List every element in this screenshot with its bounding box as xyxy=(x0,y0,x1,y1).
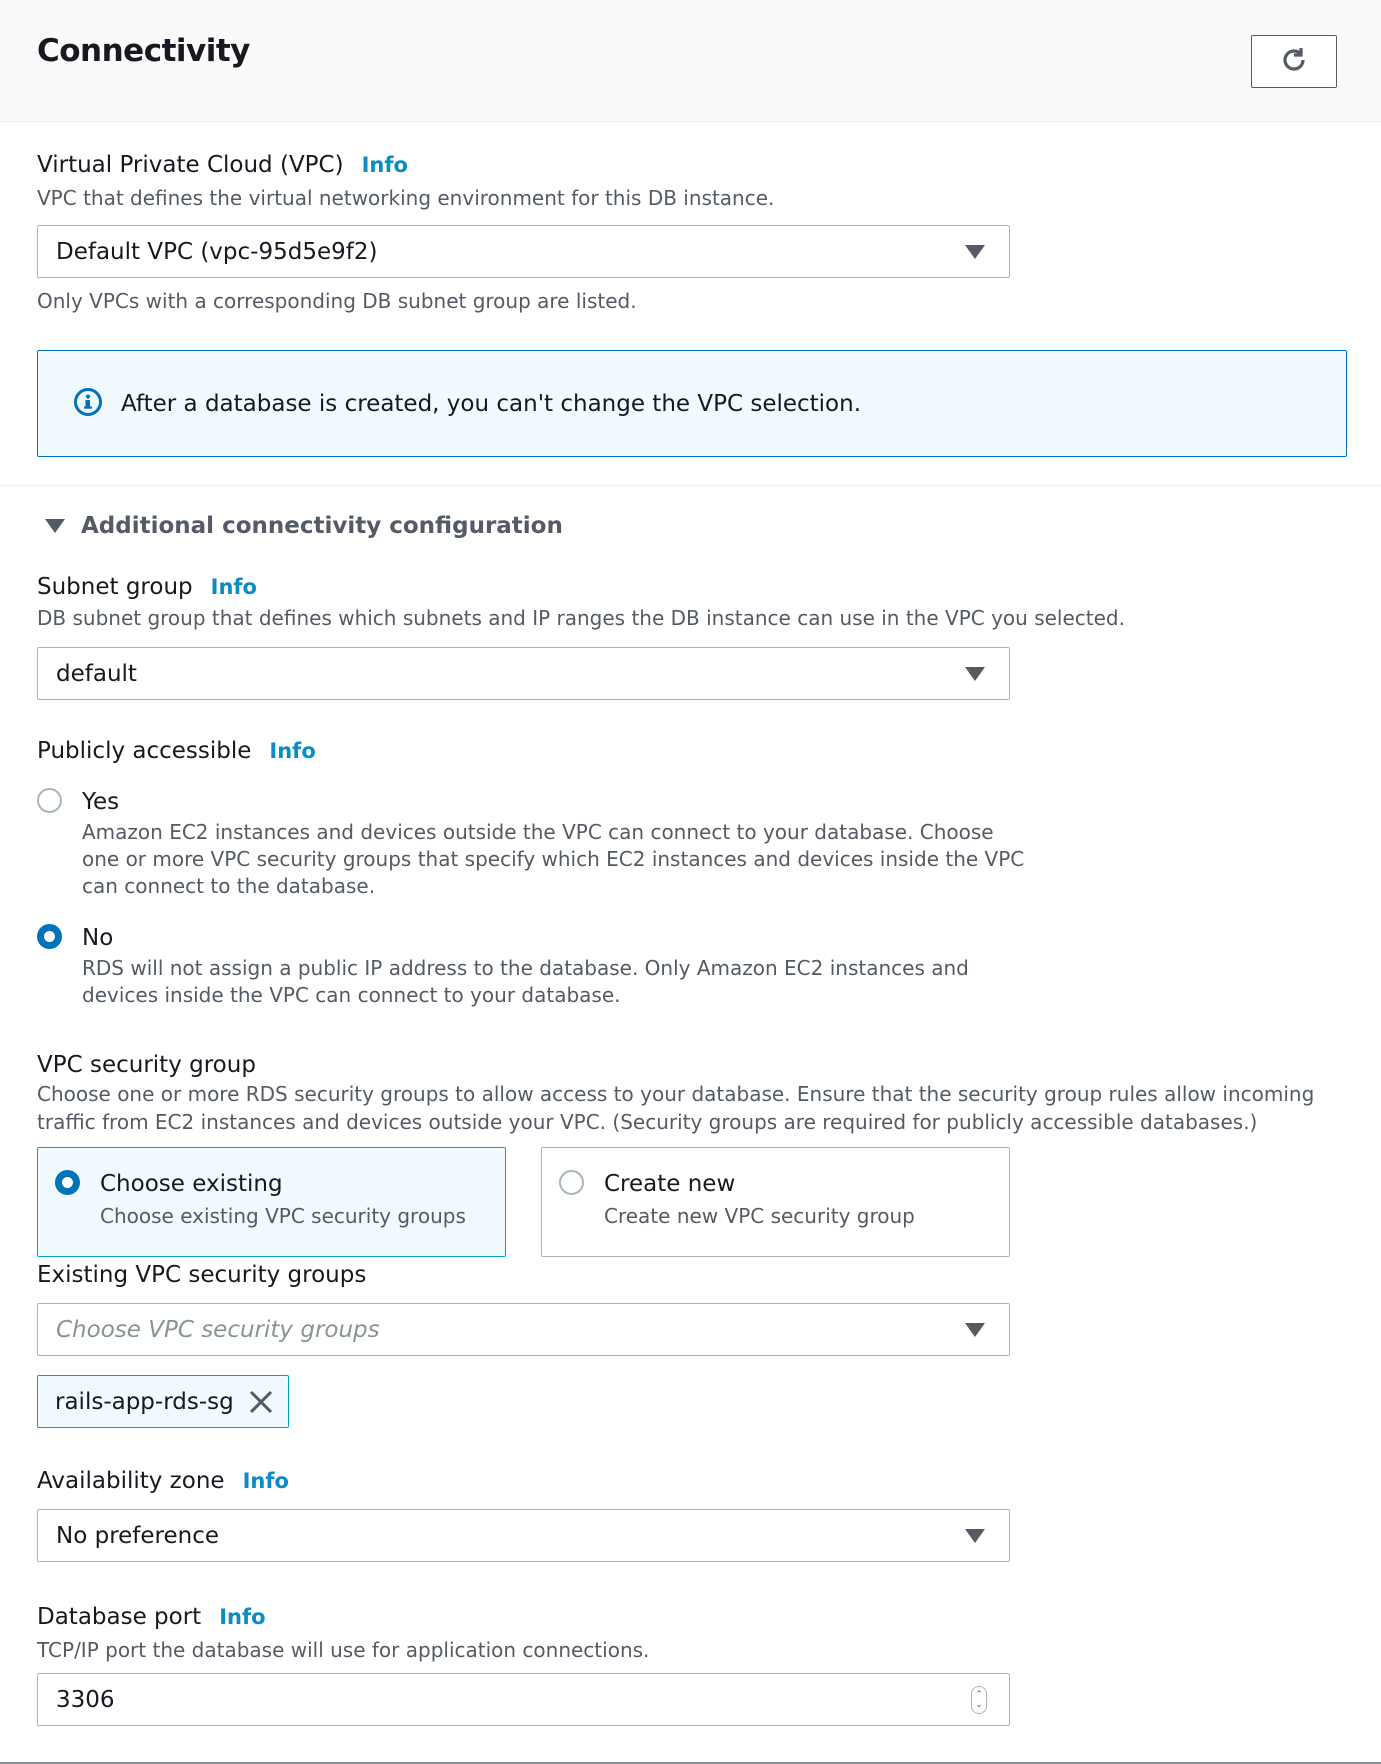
radio-yes-label: Yes xyxy=(82,789,120,815)
section-header xyxy=(0,0,1381,122)
subnet-info-link[interactable]: Info xyxy=(210,575,257,599)
caret-down-icon xyxy=(965,1323,985,1337)
tile-create-new-description: Create new VPC security group xyxy=(604,1204,915,1228)
tile-create-new-title: Create new xyxy=(604,1171,736,1197)
subnet-label: Subnet group xyxy=(37,574,193,600)
az-info-link[interactable]: Info xyxy=(242,1469,289,1493)
public-access-label: Publicly accessible xyxy=(37,738,252,764)
az-field xyxy=(37,1468,289,1494)
alert-text: After a database is created, you can't change the VPC selection. xyxy=(121,390,862,417)
security-group-description: Choose one or more RDS security groups to allow access to your database. Ensure that the security group rules allow incoming traffic from EC2 instances and devices outside your VPC. (Security groups are required for publicly accessible databases.) xyxy=(37,1082,1315,1134)
vpc-select[interactable] xyxy=(37,225,1010,278)
vpc-info-link[interactable]: Info xyxy=(361,153,408,177)
az-selected-value: No preference xyxy=(56,1522,220,1549)
port-description: TCP/IP port the database will use for application connections. xyxy=(37,1638,650,1662)
additional-connectivity-toggle[interactable] xyxy=(45,513,563,539)
token-label: rails-app-rds-sg xyxy=(55,1388,234,1415)
vpc-info-alert xyxy=(37,350,1347,457)
security-group-token xyxy=(37,1375,289,1428)
radio-create-new[interactable] xyxy=(559,1170,584,1195)
close-icon[interactable] xyxy=(248,1389,274,1415)
radio-yes-description: Amazon EC2 instances and devices outside the VPC can connect to your database. Choose one or more VPC security groups that specify which EC2 instances and devices inside the VPC can connect to the database. xyxy=(82,820,1025,898)
radio-yes[interactable] xyxy=(37,788,62,813)
tile-create-new[interactable] xyxy=(541,1147,1010,1257)
public-option-no[interactable] xyxy=(37,924,1032,1009)
subnet-selected-value: default xyxy=(56,660,137,687)
caret-down-icon xyxy=(965,245,985,259)
caret-down-icon xyxy=(965,1529,985,1543)
radio-no-description: RDS will not assign a public IP address to the database. Only Amazon EC2 instances and devices inside the VPC can connect to your database. xyxy=(82,956,969,1007)
vpc-selected-value: Default VPC (vpc-95d5e9f2) xyxy=(56,238,378,265)
existing-groups-select[interactable] xyxy=(37,1303,1010,1356)
public-option-yes[interactable] xyxy=(37,788,1032,900)
existing-groups-label xyxy=(37,1262,366,1288)
info-circle-icon xyxy=(73,387,103,421)
radio-no-label: No xyxy=(82,925,114,951)
caret-down-icon xyxy=(45,519,65,533)
az-label: Availability zone xyxy=(37,1468,225,1494)
port-input[interactable] xyxy=(37,1673,1010,1726)
expand-label: Additional connectivity configuration xyxy=(81,513,563,539)
vpc-field xyxy=(37,152,774,212)
subnet-select[interactable] xyxy=(37,647,1010,700)
refresh-icon xyxy=(1278,44,1310,80)
port-field xyxy=(37,1604,649,1664)
subnet-field xyxy=(37,574,1125,632)
subnet-description: DB subnet group that defines which subnets and IP ranges the DB instance can use in the VPC you selected. xyxy=(37,606,1125,630)
vpc-hint: Only VPCs with a corresponding DB subnet group are listed. xyxy=(37,289,637,313)
port-value: 3306 xyxy=(56,1686,115,1713)
divider xyxy=(0,485,1381,486)
page-title: Connectivity xyxy=(37,33,250,69)
existing-groups-label-text: Existing VPC security groups xyxy=(37,1262,367,1288)
public-access-info-link[interactable]: Info xyxy=(269,739,316,763)
tile-choose-existing[interactable] xyxy=(37,1147,506,1257)
public-access-field xyxy=(37,738,316,764)
tile-choose-existing-title: Choose existing xyxy=(100,1171,283,1197)
security-group-label: VPC security group xyxy=(37,1052,256,1078)
vpc-label: Virtual Private Cloud (VPC) xyxy=(37,152,344,178)
security-group-field xyxy=(37,1052,1347,1136)
port-label: Database port xyxy=(37,1604,202,1630)
existing-groups-placeholder: Choose VPC security groups xyxy=(56,1316,380,1343)
radio-no[interactable] xyxy=(37,924,62,949)
number-stepper-icon[interactable]: ⌃ ⌄ xyxy=(971,1686,987,1714)
port-info-link[interactable]: Info xyxy=(219,1605,266,1629)
tile-choose-existing-description: Choose existing VPC security groups xyxy=(100,1204,466,1228)
radio-choose-existing[interactable] xyxy=(55,1170,80,1195)
caret-down-icon xyxy=(965,667,985,681)
vpc-description: VPC that defines the virtual networking environment for this DB instance. xyxy=(37,186,775,210)
refresh-button[interactable] xyxy=(1251,35,1337,88)
az-select[interactable] xyxy=(37,1509,1010,1562)
